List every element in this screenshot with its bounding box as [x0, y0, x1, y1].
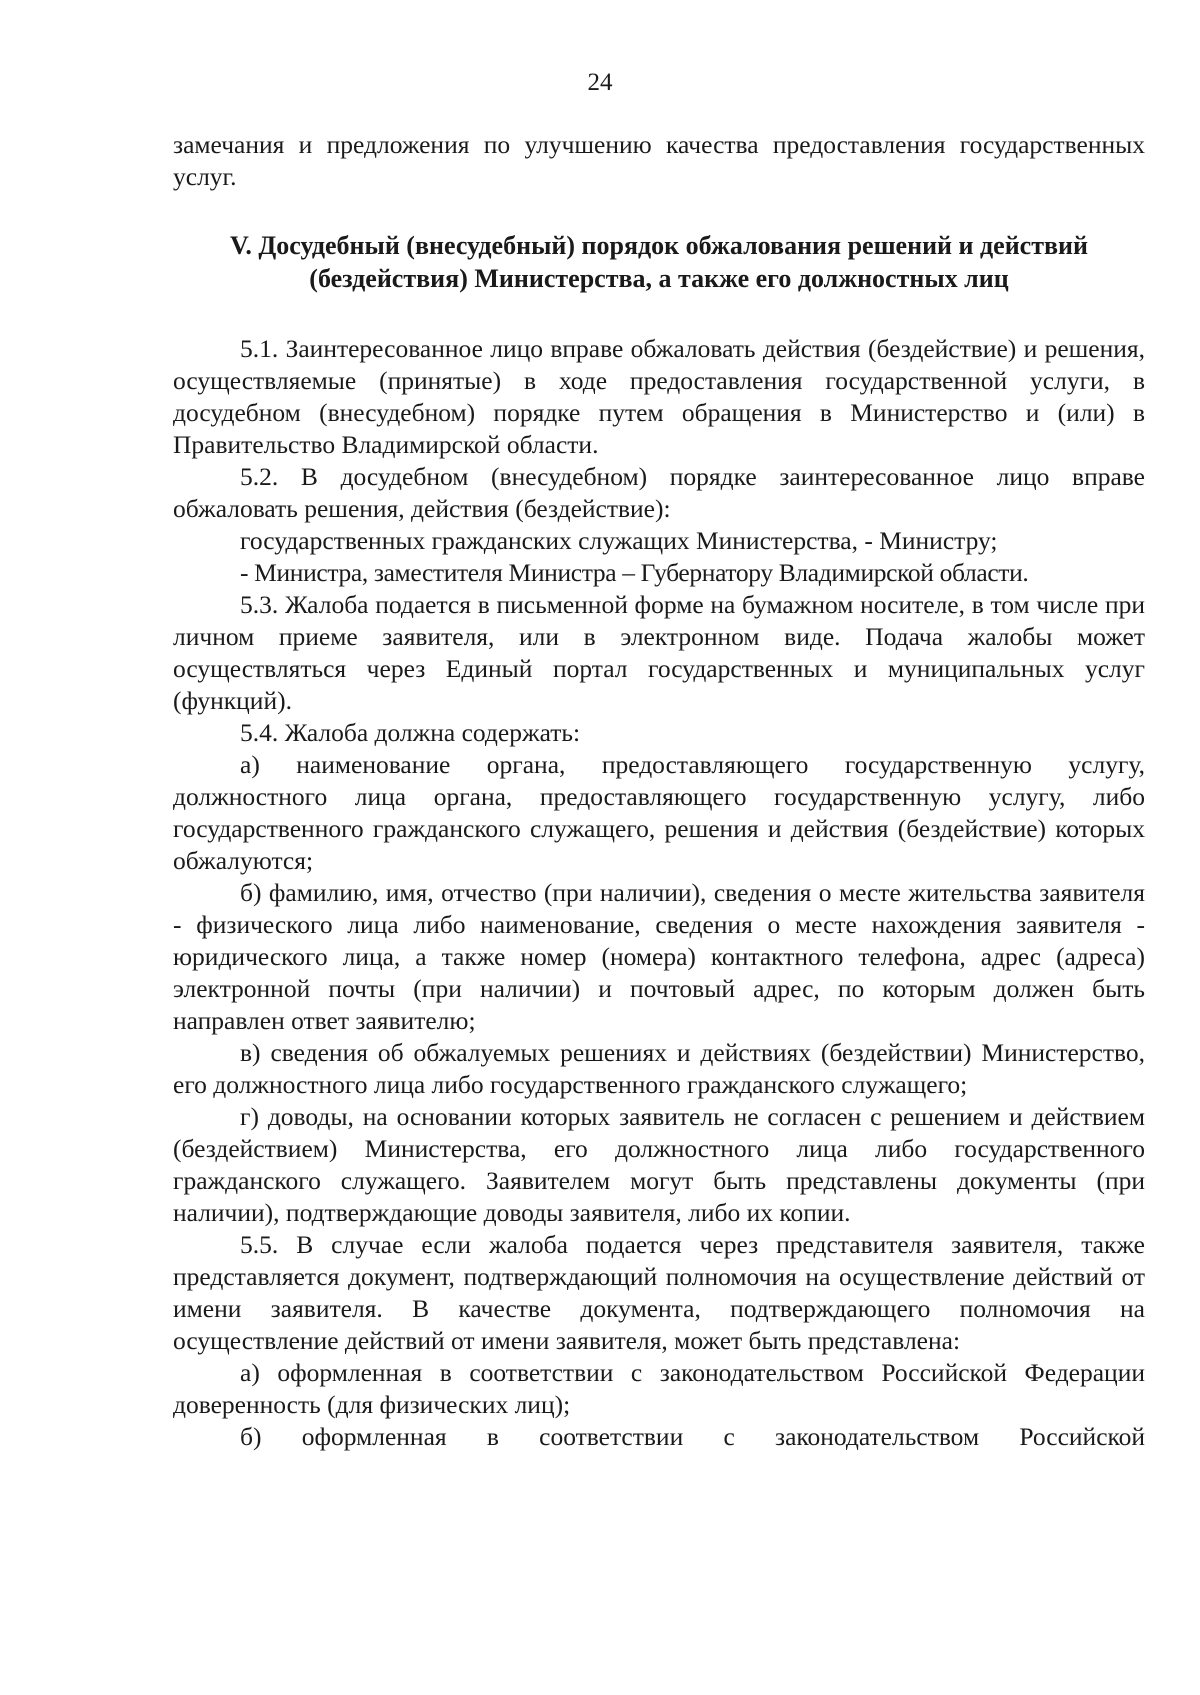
paragraph-5-4-v: в) сведения об обжалуемых решениях и действиях (бездействии) Министерство, его должностного лица либо государственного гражданского служащего; [173, 1038, 1145, 1099]
intro-paragraph: замечания и предложения по улучшению качества предоставления государственных услуг. [173, 130, 1145, 191]
paragraph-5-3: 5.3. Жалоба подается в письменной форме на бумажном носителе, в том числе при личном приеме заявителя, или в электронном виде. Подача жалобы может осуществляться через Единый портал государственных и муниципальных услуг (функций). [173, 590, 1145, 715]
section-heading-line-2: (бездействия) Министерства, а также его должностных лиц [309, 264, 1009, 293]
paragraph-5-4-a: а) наименование органа, предоставляющего государственную услугу, должностного лица органа, предоставляющего государственную услугу, либо государственного гражданского служащего, решения и действия (бездействие) которых обжалуются; [173, 750, 1145, 875]
section-heading-line-1: V. Досудебный (внесудебный) порядок обжалования решений и действий [229, 231, 1088, 260]
paragraph-5-5-a: а) оформленная в соответствии с законодательством Российской Федерации доверенность (для физических лиц); [173, 1358, 1145, 1419]
paragraph-5-5: 5.5. В случае если жалоба подается через представителя заявителя, также представляется документ, подтверждающий полномочия на осуществление действий от имени заявителя. В качестве документа, подтверждающего полномочия на осуществление действий от имени заявителя, может быть представлена: [173, 1230, 1145, 1355]
page-number: 24 [587, 69, 613, 96]
section-heading [173, 229, 1145, 295]
document-body [173, 129, 1145, 1453]
paragraph-5-4: 5.4. Жалоба должна содержать: [240, 718, 581, 747]
paragraph-5-1: 5.1. Заинтересованное лицо вправе обжаловать действия (бездействие) и решения, осуществляемые (принятые) в ходе предоставления государственной услуги, в досудебном (внесудебном) порядке путем обращения в Министерство и (или) в Правительство Владимирской области. [173, 334, 1145, 459]
paragraph-5-4-b: б) фамилию, имя, отчество (при наличии), сведения о месте жительства заявителя - физического лица либо наименование, сведения о месте нахождения заявителя - юридического лица, а также номер (номера) контактного телефона, адрес (адреса) электронной почты (при наличии) и почтовый адрес, по которым должен быть направлен ответ заявителю; [173, 878, 1145, 1035]
paragraph-5-5-b-text: б) оформленная в соответствии с законодательством Российской [240, 1422, 1145, 1451]
paragraph-5-2-item-1: государственных гражданских служащих Министерства, - Министру; [240, 526, 998, 555]
paragraph-5-5-b [173, 1421, 1145, 1453]
paragraph-5-2-item-2: - Министра, заместителя Министра – Губернатору Владимирской области. [240, 558, 1029, 587]
paragraph-5-2: 5.2. В досудебном (внесудебном) порядке заинтересованное лицо вправе обжаловать решения, действия (бездействие): [173, 462, 1145, 523]
paragraph-5-4-g: г) доводы, на основании которых заявитель не согласен с решением и действием (бездействием) Министерства, его должностного лица либо государственного гражданского служащего. Заявителем могут быть представлены документы (при наличии), подтверждающие доводы заявителя, либо их копии. [173, 1102, 1145, 1227]
